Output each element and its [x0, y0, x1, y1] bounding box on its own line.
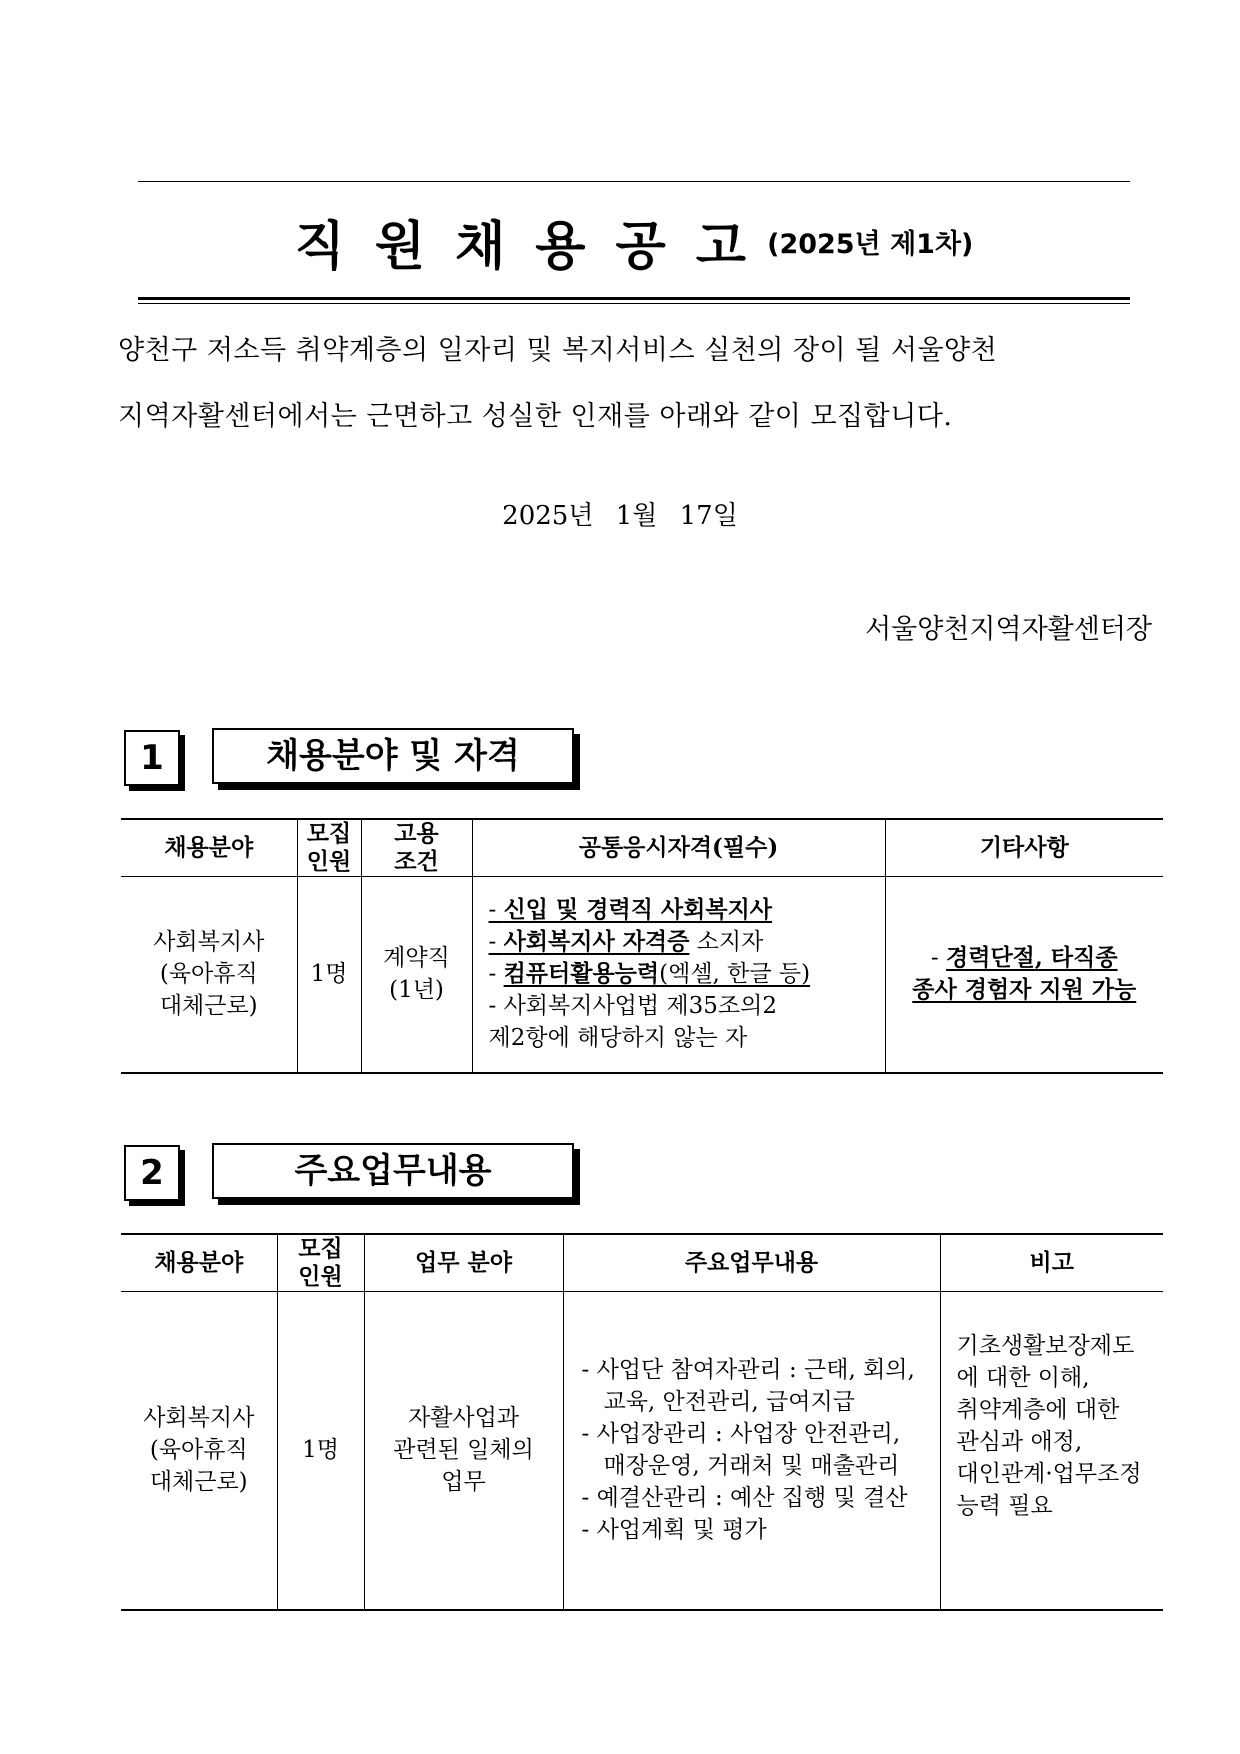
q3-text: 컴퓨터활용능력 — [503, 960, 660, 988]
title-bottom-rule — [138, 297, 1130, 304]
list-item: - 사업단 참여자관리 : 근태, 회의, 교육, 안전관리, 급여지급 — [581, 1357, 915, 1416]
list-item — [489, 894, 881, 926]
etc-dash: - — [930, 945, 947, 972]
field-line-1: 사회복지사 — [143, 1405, 255, 1432]
list-item: - 예결산관리 : 예산 집행 및 결산 — [581, 1485, 908, 1512]
section-2-title: 주요업무내용 — [212, 1143, 574, 1199]
cell-headcount: 1명 — [277, 1292, 364, 1610]
list-item: - 사회복지사업법 제35조의2 — [488, 993, 777, 1020]
cell-note — [940, 1292, 1163, 1610]
page-subtitle: (2025년 제1차) — [767, 229, 974, 260]
intro-line-2: 지역자활센터에서는 근면하고 성실한 인재를 아래와 같이 모집합니다. — [118, 401, 953, 432]
duties-table — [121, 1233, 1163, 1611]
area-line-2: 관련된 일체의 — [393, 1437, 534, 1464]
section-1-title: 채용분야 및 자격 — [212, 728, 574, 784]
col-qualification: 공통응시자격(필수) — [472, 819, 885, 877]
table-header-row — [121, 1234, 1163, 1292]
cell-qualification — [472, 877, 885, 1073]
employment-line-2: (1년) — [389, 977, 444, 1004]
note-line-5: 대인관계·업무조정 — [956, 1461, 1142, 1487]
col-area: 업무 분야 — [364, 1234, 563, 1292]
area-line-1: 자활사업과 — [407, 1405, 520, 1432]
page-title: 직원채용공고 — [294, 217, 777, 277]
title-row — [138, 182, 1130, 297]
note-line-4: 관심과 애정, — [956, 1429, 1083, 1455]
col-duties: 주요업무내용 — [563, 1234, 940, 1292]
col-employment-line-2: 조건 — [394, 848, 439, 875]
section-1-number: 1 — [124, 730, 180, 786]
etc-text-1: 경력단절, 타직종 — [946, 944, 1118, 972]
note-line-6: 능력 필요 — [956, 1493, 1053, 1519]
col-employment-line-1: 고용 — [394, 820, 439, 847]
col-field: 채용분야 — [121, 819, 297, 877]
employment-line-1: 계약직 — [383, 945, 450, 972]
field-line-3: 대체근로) — [159, 993, 258, 1020]
etc-line-2: 종사 경험자 지원 가능 — [912, 976, 1137, 1004]
field-line-3: 대체근로) — [149, 1469, 248, 1496]
col-employment — [361, 819, 472, 877]
col-note: 비고 — [940, 1234, 1163, 1292]
table-row — [121, 1292, 1163, 1610]
list-item — [489, 958, 881, 990]
q3-rest: (엑셀, 한글 등) — [659, 961, 811, 988]
col-etc: 기타사항 — [885, 819, 1163, 877]
etc-line-1 — [890, 942, 1160, 974]
col-field: 채용분야 — [121, 1234, 277, 1292]
field-line-2: (육아휴직 — [159, 961, 258, 988]
cell-area — [364, 1292, 563, 1610]
field-line-2: (육아휴직 — [149, 1437, 248, 1464]
col-headcount-line-1: 모집 — [306, 820, 352, 847]
list-item: - 사업계획 및 평가 — [581, 1517, 767, 1544]
cell-etc — [885, 877, 1163, 1073]
col-headcount-line-1: 모집 — [298, 1235, 343, 1262]
cell-duties — [563, 1292, 940, 1610]
list-item — [489, 926, 881, 958]
q1-text: 신입 및 경력직 사회복지사 — [503, 896, 773, 924]
q2-dash: - — [488, 929, 504, 956]
section-2-number: 2 — [124, 1145, 180, 1201]
area-line-3: 업무 — [441, 1469, 486, 1496]
table-header-row — [121, 819, 1163, 877]
cell-employment — [361, 877, 472, 1073]
q3-dash: - — [488, 961, 504, 988]
col-headcount-line-2: 인원 — [298, 1263, 343, 1290]
table-row — [121, 877, 1163, 1073]
intro-line-1: 양천구 저소득 취약계층의 일자리 및 복지서비스 실천의 장이 될 서울양천 — [118, 335, 998, 366]
list-item: 제2항에 해당하지 않는 자 — [488, 1025, 748, 1052]
q2-rest: 소지자 — [689, 929, 764, 956]
note-line-3: 취약계층에 대한 — [956, 1397, 1120, 1423]
field-line-1: 사회복지사 — [153, 929, 265, 956]
signer: 서울양천지역자활센터장 — [865, 614, 1152, 645]
q1-dash: - — [488, 897, 504, 924]
col-headcount — [297, 819, 361, 877]
notice-date: 2025년 1월 17일 — [502, 501, 738, 531]
list-item: - 사업장관리 : 사업장 안전관리, 매장운영, 거래처 및 매출관리 — [581, 1421, 901, 1480]
note-line-1: 기초생활보장제도 — [956, 1333, 1135, 1359]
qualification-table — [121, 818, 1163, 1074]
intro-paragraph — [118, 318, 1152, 450]
duties-list — [582, 1354, 926, 1546]
col-headcount-line-2: 인원 — [306, 848, 352, 875]
note-line-2: 에 대한 이해, — [956, 1365, 1090, 1391]
col-headcount — [277, 1234, 364, 1292]
title-block — [138, 181, 1130, 304]
qualification-list — [489, 894, 881, 1054]
cell-headcount: 1명 — [297, 877, 361, 1073]
q2-text: 사회복지사 자격증 — [503, 928, 690, 956]
cell-field — [121, 877, 297, 1073]
cell-field — [121, 1292, 277, 1610]
